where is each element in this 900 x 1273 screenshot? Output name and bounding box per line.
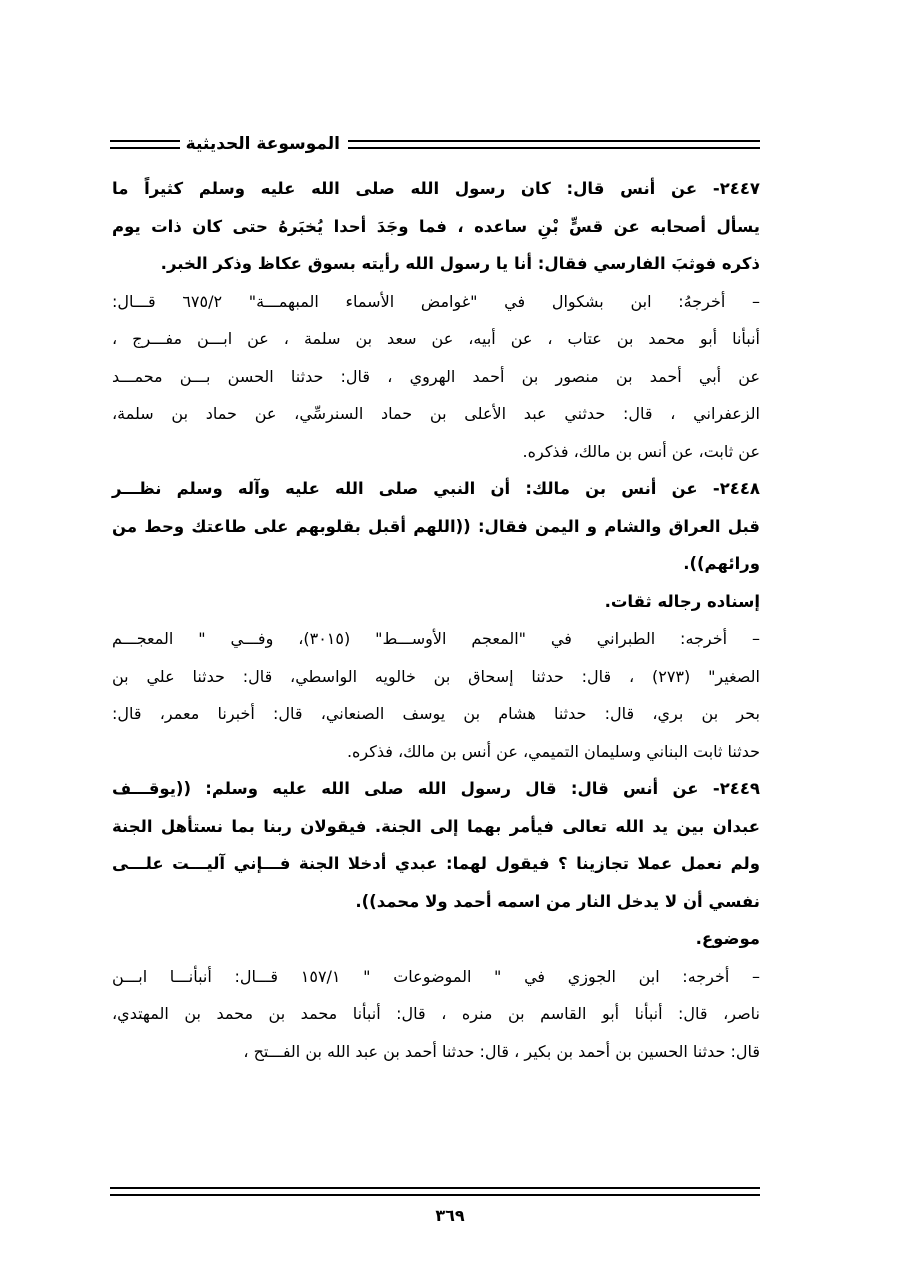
text-line: الصغير" (٢٧٣) ، قال: حدثنا إسحاق بن خالويه الواسطي، قال: حدثنا علي بن — [112, 666, 760, 686]
note-paragraph — [112, 583, 760, 621]
hadith-paragraph — [112, 170, 760, 283]
text-line: ٢٤٤٧- عن أنس قال: كان رسول الله صلى الله عليه وسلم كثيراً ما — [112, 179, 760, 198]
text-line: ورائهم)). — [683, 554, 760, 573]
running-header — [110, 132, 760, 156]
header-rule-left — [110, 140, 180, 149]
text-line: ٢٤٤٨- عن أنس بن مالك: أن النبي صلى الله عليه وآله وسلم نظـــر — [112, 479, 760, 498]
page-body — [112, 170, 760, 1070]
text-line: قبل العراق والشام و اليمن فقال: ((اللهم أقبل بقلوبهم على طاعتك وحط من — [112, 516, 760, 536]
text-line: – أخرجهُ: ابن بشكوال في "غوامض الأسماء المبهمـــة" ٦٧٥/٢ قـــال: — [112, 291, 760, 311]
header-title: الموسوعة الحديثية — [185, 134, 340, 154]
text-line: موضوع. — [695, 929, 760, 948]
hadith-paragraph — [112, 770, 760, 920]
text-line: حدثنا ثابت البناني وسليمان التميمي، عن أنس بن مالك، فذكره. — [346, 741, 760, 761]
takhrij-paragraph — [112, 283, 760, 471]
text-line: – أخرجه: الطبراني في "المعجم الأوســـط" (٣٠١٥)، وفـــي " المعجـــم — [112, 629, 760, 648]
text-line: يسأل أصحابه عن قسٍّ بْنِ ساعده ، فما وجَدَ أحدا يُخبَرهُ حتى كان ذات يوم — [112, 216, 760, 236]
text-line: – أخرجه: ابن الجوزي في " الموضوعات " ١٥٧/١ قـــال: أنبأنـــا ابـــن — [112, 966, 761, 986]
footer-rule — [110, 1187, 760, 1196]
text-line: ٢٤٤٩- عن أنس قال: قال رسول الله صلى الله عليه وسلم: ((يوقـــف — [112, 779, 760, 798]
text-line: بحر بن بري، قال: حدثنا هشام بن يوسف الصنعاني، قال: أخبرنا معمر، قال: — [112, 704, 760, 723]
text-line: ناصر، قال: أنبأنا أبو القاسم بن منره ، قال: أنبأنا محمد بن محمد بن المهتدي، — [112, 1004, 760, 1023]
note-paragraph — [112, 920, 760, 958]
takhrij-paragraph — [112, 958, 760, 1071]
page-number: ٣٦٩ — [435, 1206, 465, 1225]
text-line: إسناده رجاله ثقات. — [604, 591, 760, 611]
text-line: قال: حدثنا الحسين بن أحمد بن بكير ، قال: حدثنا أحمد بن عبد الله بن الفـــتح ، — [243, 1041, 760, 1061]
text-line: عن ثابت، عن أنس بن مالك، فذكره. — [522, 441, 760, 461]
hadith-paragraph — [112, 470, 760, 583]
takhrij-paragraph — [112, 620, 760, 770]
text-line: عبدان بين يد الله تعالى فيأمر بهما إلى الجنة. فيقولان ربنا بما نستأهل الجنة — [112, 816, 760, 836]
text-line: نفسي أن لا يدخل النار من اسمه أحمد ولا محمد)). — [355, 891, 760, 911]
text-line: عن أبي أحمد بن منصور بن أحمد الهروي ، قال: حدثنا الحسن بـــن محمـــد — [112, 366, 760, 386]
text-line: أنبأنا أبو محمد بن عتاب ، عن أبيه، عن سعد بن سلمة ، عن ابـــن مفـــرج ، — [112, 329, 760, 348]
header-rule-right — [348, 140, 760, 149]
text-line: الزعفراني ، قال: حدثني عبد الأعلى بن حماد السنرسِّي، عن حماد بن سلمة، — [112, 404, 760, 423]
text-line: ذكره فوثبَ الفارسي فقال: أنا يا رسول الله رأيته بسوق عكاظ وذكر الخبر. — [160, 254, 760, 273]
text-line: ولم نعمل عملا تجازينا ؟ فيقول لهما: عبدي أدخلا الجنة فـــإني آليـــت علـــى — [112, 854, 760, 873]
